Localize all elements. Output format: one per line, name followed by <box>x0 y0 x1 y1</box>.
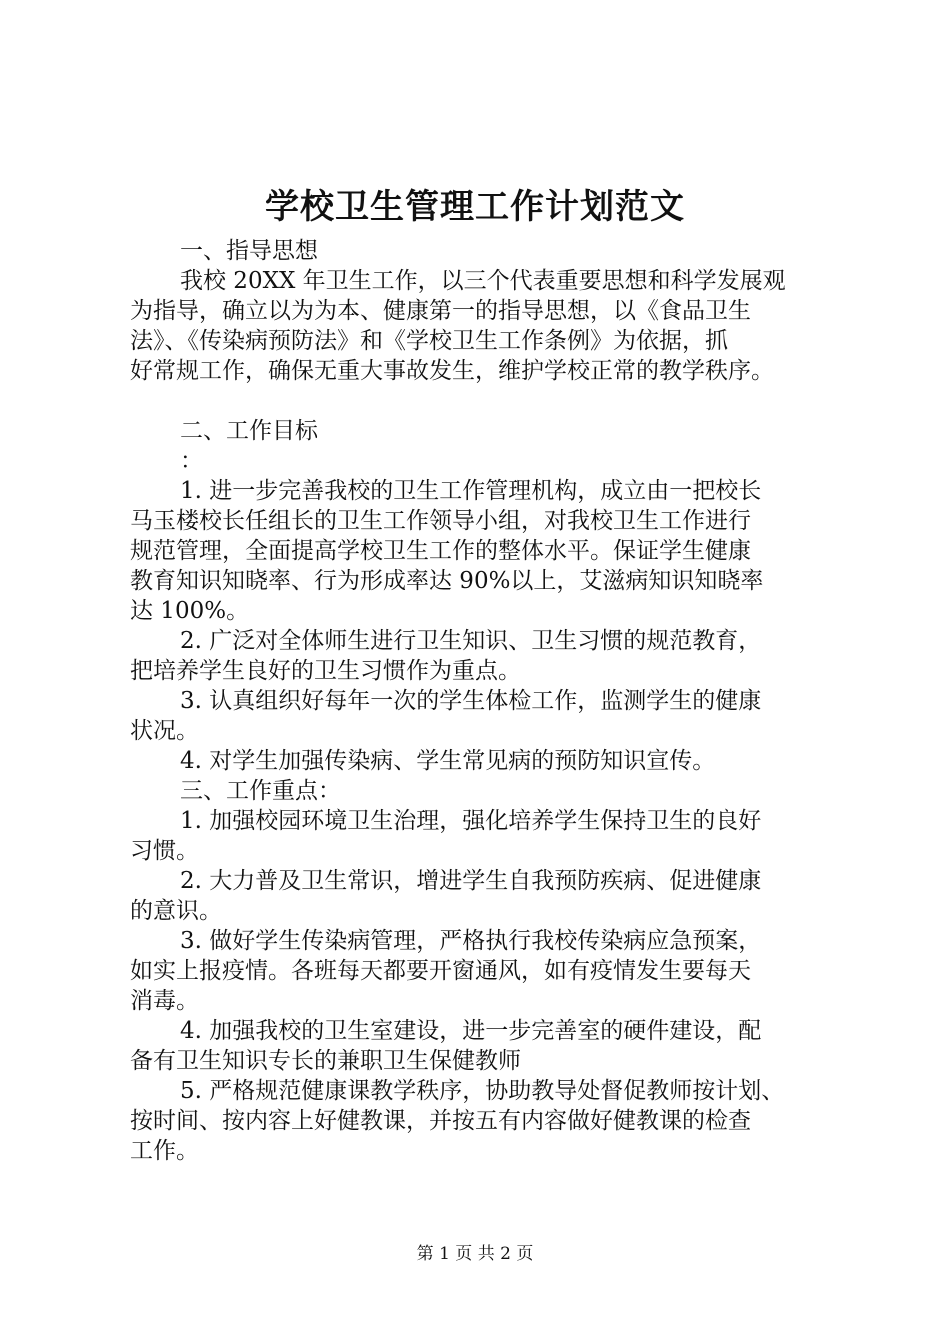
page-footer: 第 1 页 共 2 页 <box>416 1244 534 1264</box>
text-line: 按时间、按内容上好健教课，并按五有内容做好健教课的检查 <box>130 1108 751 1134</box>
text-line: 4. 加强我校的卫生室建设，进一步完善室的硬件建设，配 <box>180 1018 762 1044</box>
text-line: 法》、《传染病预防法》和《学校卫生工作条例》为依据，抓 <box>130 328 728 354</box>
text-line: 工作。 <box>130 1138 199 1164</box>
text-line: 3. 认真组织好每年一次的学生体检工作，监测学生的健康 <box>180 688 762 714</box>
text-line: 2. 大力普及卫生常识，增进学生自我预防疾病、促进健康 <box>180 868 762 894</box>
blank-line <box>130 386 830 416</box>
text-line: 1. 加强校园环境卫生治理，强化培养学生保持卫生的良好 <box>180 808 762 834</box>
text-line: ： <box>180 448 203 474</box>
text-line: 如实上报疫情。各班每天都要开窗通风，如有疫情发生要每天 <box>130 958 751 984</box>
text-line: 规范管理，全面提高学校卫生工作的整体水平。保证学生健康 <box>130 538 751 564</box>
text-line: 5. 严格规范健康课教学秩序，协助教导处督促教师按计划、 <box>180 1078 785 1104</box>
text-line: 消毒。 <box>130 988 199 1014</box>
text-line: 1. 进一步完善我校的卫生工作管理机构，成立由一把校长 <box>180 478 762 504</box>
text-line: 的意识。 <box>130 898 222 924</box>
text-line: 达 100%。 <box>130 598 250 624</box>
text-line: 为指导，确立以为为本、健康第一的指导思想，以《食品卫生 <box>130 298 751 324</box>
text-line: 备有卫生知识专长的兼职卫生保健教师 <box>130 1048 521 1074</box>
text-line: 马玉楼校长任组长的卫生工作领导小组，对我校卫生工作进行 <box>130 508 751 534</box>
text-line: 教育知识知晓率、行为形成率达 90%以上，艾滋病知识知晓率 <box>130 568 764 594</box>
document-title: 学校卫生管理工作计划范文 <box>265 187 685 227</box>
text-line: 习惯。 <box>130 838 199 864</box>
text-line: 一、指导思想 <box>180 238 318 264</box>
text-line: 状况。 <box>130 718 199 744</box>
text-line: 好常规工作，确保无重大事故发生，维护学校正常的教学秩序。 <box>130 358 774 384</box>
text-line: 把培养学生良好的卫生习惯作为重点。 <box>130 658 521 684</box>
text-line: 2. 广泛对全体师生进行卫生知识、卫生习惯的规范教育， <box>180 628 762 654</box>
text-line: 三、工作重点： <box>180 778 341 804</box>
document-body <box>130 236 830 1166</box>
text-line: 我校 20XX 年卫生工作，以三个代表重要思想和科学发展观 <box>180 268 786 294</box>
text-line: 4. 对学生加强传染病、学生常见病的预防知识宣传。 <box>180 748 716 774</box>
text-line: 3. 做好学生传染病管理，严格执行我校传染病应急预案， <box>180 928 762 954</box>
text-line: 二、工作目标 <box>180 418 318 444</box>
